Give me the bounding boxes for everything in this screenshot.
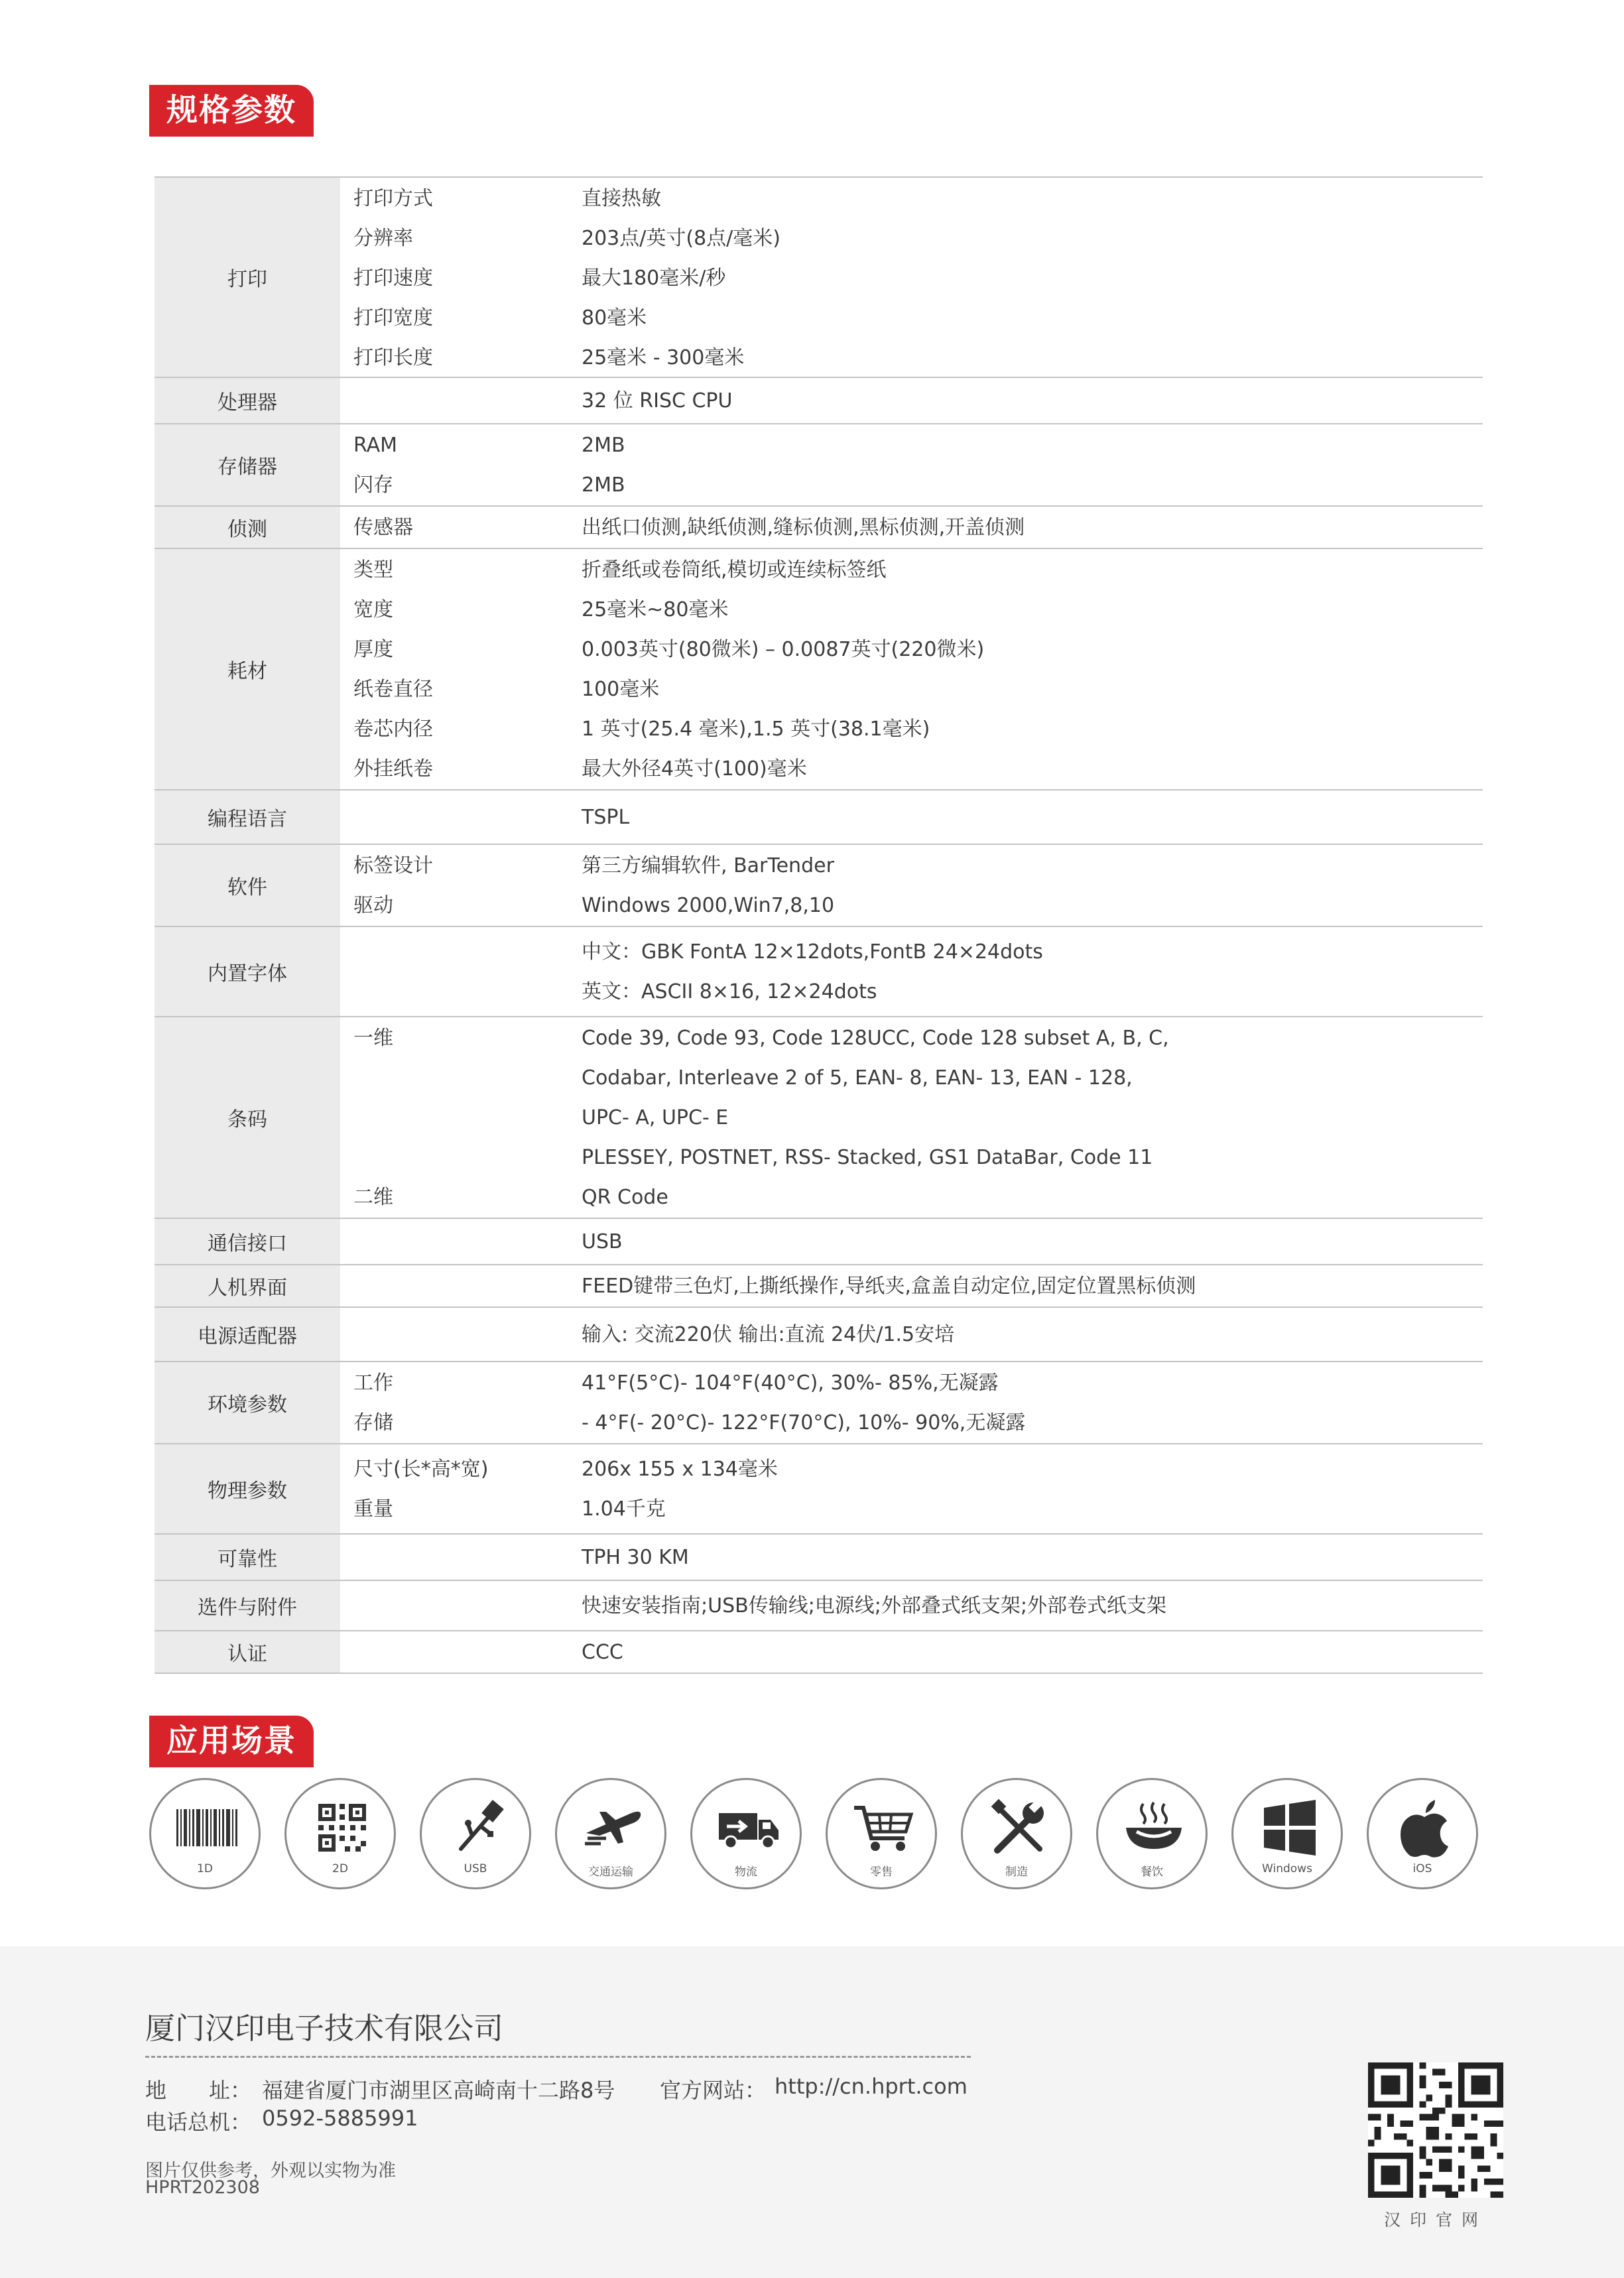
- spec-category: 通信接口: [155, 1219, 340, 1264]
- app-icon-ios: [1367, 1778, 1478, 1889]
- address-value: 福建省厦门市湖里区高崎南十二路8号: [262, 2078, 615, 2103]
- spec-key: 打印长度: [353, 346, 433, 369]
- spec-value: 41°F(5°C)- 104°F(40°C), 30%- 85%,无凝露: [582, 1371, 999, 1395]
- spec-category: 认证: [155, 1631, 340, 1673]
- app-icon-label: 餐饮: [1141, 1866, 1163, 1879]
- spec-key: 驱动: [353, 894, 393, 917]
- app-icon-label: 物流: [735, 1866, 757, 1879]
- spec-category: 处理器: [155, 378, 340, 423]
- company-name: 厦门汉印电子技术有限公司: [145, 2011, 504, 2046]
- spec-value: 折叠纸或卷筒纸,模切或连续标签纸: [582, 558, 887, 582]
- food-bowl-icon: [1121, 1795, 1187, 1861]
- spec-row: [155, 424, 1483, 507]
- spec-key: 标签设计: [353, 854, 433, 877]
- spec-row: [155, 1265, 1483, 1308]
- spec-value: UPC- A, UPC- E: [582, 1106, 729, 1129]
- spec-value: Codabar, Interleave 2 of 5, EAN- 8, EAN- 13, EAN - 128,: [582, 1066, 1133, 1090]
- spec-value: 输入: 交流220伏 输出:直流 24伏/1.5安培: [582, 1323, 955, 1346]
- spec-section-banner: [149, 85, 314, 137]
- spec-row: [155, 1017, 1483, 1219]
- spec-key: 卷芯内径: [353, 718, 433, 741]
- spec-row: [155, 1581, 1483, 1631]
- app-icon-label: 交通运输: [588, 1866, 633, 1879]
- spec-value: TPH 30 KM: [582, 1546, 689, 1569]
- qr-code-label: 汉印官网: [1383, 2210, 1487, 2230]
- app-icon-label: Windows: [1262, 1862, 1312, 1875]
- spec-row: [155, 845, 1483, 927]
- spec-category: 选件与附件: [155, 1581, 340, 1630]
- app-icon-logistics: [690, 1778, 802, 1889]
- app-icon-label: 2D: [332, 1862, 348, 1875]
- spec-key: 存储: [353, 1411, 393, 1434]
- website-link[interactable]: http://cn.hprt.com: [775, 2074, 968, 2099]
- address-label: 地 址：: [145, 2078, 252, 2103]
- spec-value: 直接热敏: [582, 187, 661, 210]
- app-section-title: 应用场景: [166, 1723, 296, 1759]
- spec-category: 电源适配器: [155, 1308, 340, 1361]
- spec-category: 物理参数: [155, 1444, 340, 1533]
- spec-value: 2MB: [582, 434, 625, 457]
- spec-row: [155, 1362, 1483, 1444]
- phone-label: 电话总机：: [145, 2110, 252, 2135]
- app-icon-windows: [1231, 1778, 1343, 1889]
- spec-row: [155, 791, 1483, 845]
- app-icon-label: iOS: [1412, 1862, 1432, 1875]
- spec-section-title: 规格参数: [166, 92, 296, 129]
- footer-divider: [145, 2056, 971, 2058]
- spec-value: 80毫米: [582, 306, 647, 330]
- spec-value: USB: [582, 1230, 623, 1253]
- spec-value: 32 位 RISC CPU: [582, 389, 733, 412]
- spec-category: 打印: [155, 178, 340, 377]
- spec-value: 快速安装指南;USB传输线;电源线;外部叠式纸支架;外部卷式纸支架: [582, 1594, 1167, 1617]
- spec-value: 1.04千克: [582, 1497, 666, 1521]
- spec-row: [155, 1631, 1483, 1674]
- app-icon-2d: [284, 1778, 396, 1889]
- spec-value: PLESSEY, POSTNET, RSS- Stacked, GS1 DataBar, Code 11: [582, 1146, 1153, 1169]
- app-icon-label: USB: [464, 1862, 487, 1875]
- spec-value: 2MB: [582, 474, 625, 497]
- tools-icon: [985, 1795, 1052, 1861]
- spec-value: 出纸口侦测,缺纸侦测,缝标侦测,黑标侦测,开盖侦测: [582, 516, 1025, 539]
- app-icon-manufacturing: [961, 1778, 1072, 1889]
- usb-icon: [444, 1795, 511, 1861]
- application-icons: [149, 1778, 1479, 1889]
- website-label: 官方网站：: [660, 2078, 767, 2103]
- spec-value: 第三方编辑软件, BarTender: [582, 854, 834, 877]
- spec-key: 外挂纸卷: [353, 757, 433, 781]
- spec-value: 100毫米: [582, 678, 660, 701]
- windows-logo-icon: [1256, 1795, 1322, 1861]
- apple-logo-icon: [1391, 1795, 1458, 1861]
- spec-key: 一维: [353, 1027, 393, 1050]
- qr-code-2d-icon: [309, 1795, 375, 1861]
- spec-value: 1 英寸(25.4 毫米),1.5 英寸(38.1毫米): [582, 718, 930, 741]
- spec-table: [155, 176, 1483, 1674]
- spec-value: 英文：ASCII 8×16, 12×24dots: [582, 980, 877, 1003]
- spec-key: 打印宽度: [353, 306, 433, 330]
- spec-key: 闪存: [353, 474, 393, 497]
- app-icon-label: 1D: [197, 1862, 213, 1875]
- spec-value: FEED键带三色灯,上撕纸操作,导纸夹,盒盖自动定位,固定位置黑标侦测: [582, 1275, 1196, 1298]
- spec-value: 203点/英寸(8点/毫米): [582, 227, 781, 250]
- spec-row: [155, 1219, 1483, 1265]
- qr-code-image[interactable]: [1368, 2062, 1503, 2198]
- spec-row: [155, 507, 1483, 549]
- spec-category: 人机界面: [155, 1265, 340, 1306]
- disclaimer: 图片仅供参考，外观以实物为准: [145, 2161, 396, 2181]
- spec-key: 类型: [353, 558, 393, 582]
- spec-value: TSPL: [582, 806, 630, 829]
- spec-category: 编程语言: [155, 791, 340, 844]
- app-icon-1d: [149, 1778, 261, 1889]
- spec-row: [155, 927, 1483, 1017]
- spec-value: - 4°F(- 20°C)- 122°F(70°C), 10%- 90%,无凝露: [582, 1411, 1026, 1434]
- spec-row: [155, 1535, 1483, 1581]
- spec-category: 软件: [155, 845, 340, 926]
- spec-value: 中文：GBK FontA 12×12dots,FontB 24×24dots: [582, 940, 1043, 964]
- spec-category: 耗材: [155, 549, 340, 789]
- spec-key: 打印方式: [353, 187, 433, 210]
- spec-key: 尺寸(长*高*宽): [353, 1458, 489, 1481]
- spec-value: QR Code: [582, 1186, 668, 1209]
- app-icon-usb: [420, 1778, 531, 1889]
- spec-key: 工作: [353, 1371, 393, 1395]
- spec-row: [155, 176, 1483, 378]
- barcode-1d-icon: [174, 1795, 240, 1861]
- spec-key: 宽度: [353, 598, 393, 621]
- spec-key: 重量: [353, 1497, 393, 1521]
- spec-key: 分辨率: [353, 227, 413, 250]
- spec-row: [155, 378, 1483, 424]
- spec-key: 二维: [353, 1186, 393, 1209]
- document-code: HPRT202308: [145, 2177, 260, 2198]
- spec-category: 环境参数: [155, 1362, 340, 1443]
- spec-category: 条码: [155, 1017, 340, 1218]
- spec-value: 206x 155 x 134毫米: [582, 1458, 778, 1481]
- spec-category: 存储器: [155, 424, 340, 505]
- app-icon-catering: [1096, 1778, 1208, 1889]
- app-section-banner: [149, 1716, 314, 1767]
- spec-key: 纸卷直径: [353, 678, 433, 701]
- app-icon-label: 制造: [1005, 1866, 1028, 1879]
- spec-category: 内置字体: [155, 927, 340, 1016]
- app-icon-transport: [555, 1778, 666, 1889]
- spec-row: [155, 1444, 1483, 1535]
- spec-category: 侦测: [155, 507, 340, 548]
- spec-key: 打印速度: [353, 267, 433, 290]
- spec-value: 0.003英寸(80微米) – 0.0087英寸(220微米): [582, 638, 985, 661]
- spec-category: 可靠性: [155, 1535, 340, 1580]
- spec-key: RAM: [353, 434, 398, 457]
- spec-value: Code 39, Code 93, Code 128UCC, Code 128 subset A, B, C,: [582, 1027, 1169, 1050]
- spec-row: [155, 1308, 1483, 1362]
- spec-value: CCC: [582, 1641, 623, 1664]
- spec-value: 25毫米 - 300毫米: [582, 346, 745, 369]
- app-icon-retail: [826, 1778, 937, 1889]
- spec-value: 最大外径4英寸(100)毫米: [582, 757, 807, 781]
- truck-icon: [715, 1795, 781, 1861]
- spec-value: 25毫米~80毫米: [582, 598, 729, 621]
- phone-value: 0592-5885991: [262, 2106, 418, 2131]
- spec-key: 厚度: [353, 638, 393, 661]
- spec-value: 最大180毫米/秒: [582, 267, 726, 290]
- spec-value: Windows 2000,Win7,8,10: [582, 894, 835, 917]
- airplane-icon: [580, 1795, 646, 1861]
- spec-key: 传感器: [353, 516, 413, 539]
- spec-row: [155, 549, 1483, 791]
- shopping-cart-icon: [850, 1795, 916, 1861]
- app-icon-label: 零售: [870, 1866, 893, 1879]
